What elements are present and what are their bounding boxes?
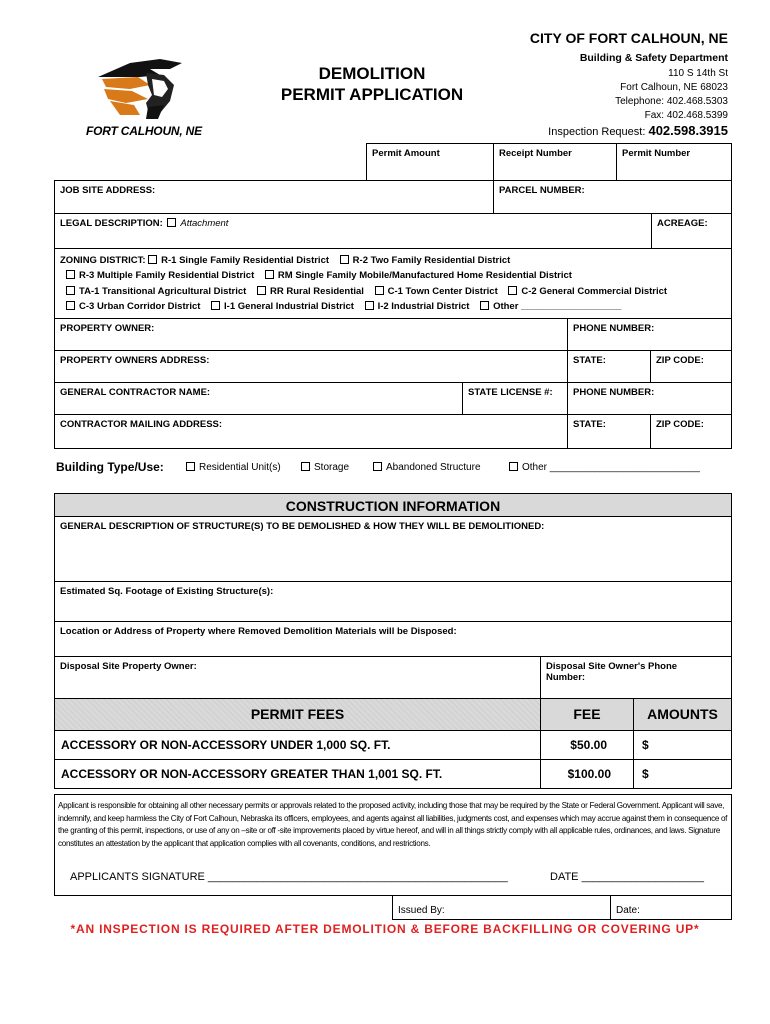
page-title (262, 63, 482, 105)
c1-label: C-1 Town Center District (387, 286, 498, 297)
signature-label: APPLICANTS SIGNATURE _________________________________________________ (70, 871, 508, 883)
zoning-other-label: Other ___________________ (493, 301, 622, 312)
c2-checkbox[interactable] (508, 286, 517, 295)
r2-label: R-2 Two Family Residential District (352, 255, 511, 266)
contractor-state-label: STATE: (573, 419, 606, 430)
residential-checkbox[interactable] (186, 462, 195, 471)
parcel-label: PARCEL NUMBER: (499, 185, 585, 196)
issued-by-label: Issued By: (398, 905, 445, 916)
structure-description-field[interactable] (54, 516, 732, 582)
building-abandoned (373, 462, 481, 473)
legal-label: LEGAL DESCRIPTION: (60, 218, 163, 229)
owner-zip-field[interactable] (650, 350, 732, 383)
fee-row-2-desc (54, 759, 541, 789)
square-footage-label: Estimated Sq. Footage of Existing Structure(s): (60, 586, 274, 597)
parcel-number-field[interactable] (493, 180, 732, 214)
city-name: CITY OF FORT CALHOUN, NE (529, 30, 728, 46)
zoning-row-4 (66, 301, 621, 312)
disposal-phone-label-1: Disposal Site Owner's Phone (546, 661, 678, 672)
inspection-notice: *AN INSPECTION IS REQUIRED AFTER DEMOLITION & BEFORE BACKFILLING OR COVERING UP* (70, 922, 700, 936)
storage-label: Storage (314, 462, 350, 473)
address-line-2: Fort Calhoun, NE 68023 (620, 82, 728, 93)
job-site-label: JOB SITE ADDRESS: (60, 185, 156, 196)
pirate-logo-icon (90, 55, 190, 123)
property-owner-field[interactable] (54, 318, 568, 351)
permit-number-label: Permit Number (622, 148, 691, 159)
building-residential (186, 462, 281, 473)
owner-phone-field[interactable] (567, 318, 732, 351)
zoning-row-1 (60, 255, 518, 266)
square-footage-field[interactable] (54, 581, 732, 622)
department-name: Building & Safety Department (579, 52, 728, 64)
attachment-label: Attachment (180, 218, 229, 229)
receipt-number-label: Receipt Number (499, 148, 572, 159)
fee-row-2-description: ACCESSORY OR NON-ACCESSORY GREATER THAN 1,001 SQ. FT. (61, 767, 443, 781)
inspection-number: 402.598.3915 (648, 123, 728, 138)
fee-row-2-fee (540, 759, 634, 789)
fee-row-2-fee-value: $100.00 (567, 767, 611, 781)
owner-phone-label: PHONE NUMBER: (573, 323, 655, 334)
rm-checkbox[interactable] (265, 270, 274, 279)
fee-row-1-amount-value: $ (642, 738, 649, 752)
building-other (509, 462, 700, 473)
fee-row-1-amount[interactable] (633, 730, 732, 760)
contractor-address-field[interactable] (54, 414, 568, 449)
fee-heading: FEE (573, 706, 601, 722)
building-storage (301, 462, 349, 473)
r1-checkbox[interactable] (148, 255, 157, 264)
inspection-label: Inspection Request: (548, 126, 646, 138)
i1-label: I-1 General Industrial District (224, 301, 354, 312)
r2-checkbox[interactable] (340, 255, 349, 264)
i2-checkbox[interactable] (365, 301, 374, 310)
r3-label: R-3 Multiple Family Residential District (79, 270, 255, 281)
construction-heading (54, 493, 732, 517)
signature-date-line[interactable] (550, 871, 704, 883)
license-label: STATE LICENSE #: (468, 387, 553, 398)
contractor-label: GENERAL CONTRACTOR NAME: (60, 387, 211, 398)
c3-label: C-3 Urban Corridor District (79, 301, 201, 312)
issued-by-field[interactable] (392, 895, 611, 920)
c3-checkbox[interactable] (66, 301, 75, 310)
disposal-owner-label: Disposal Site Property Owner: (60, 661, 197, 672)
owner-state-field[interactable] (567, 350, 651, 383)
zoning-label: ZONING DISTRICT: (60, 255, 146, 266)
residential-label: Residential Unit(s) (199, 462, 281, 473)
contractor-state-field[interactable] (567, 414, 651, 449)
fax: Fax: 402.468.5399 (644, 110, 728, 121)
r1-label: R-1 Single Family Residential District (161, 255, 330, 266)
zoning-other-checkbox[interactable] (480, 301, 489, 310)
contractor-zip-label: ZIP CODE: (656, 419, 704, 430)
disposal-phone-field[interactable] (540, 656, 732, 699)
amounts-heading: AMOUNTS (647, 706, 718, 722)
storage-checkbox[interactable] (301, 462, 310, 471)
structure-description-label: GENERAL DESCRIPTION OF STRUCTURE(S) TO BE DEMOLISHED & HOW THEY WILL BE DEMOLITIONED: (60, 521, 545, 532)
legal-text: Applicant is responsible for obtaining all other necessary permits or approvals related to the proposed activity, including those that may be required by the State or Federal Government. Applicant will save, indemnify, and keep harmless the City of Fort Calhoun, Nebraska its officers, employees, and agents against all liabilities, judgments cost, and expenses which may accrue against them in consequence of the granting of this permit, inspections, or use of any on –site or off -site improvements placed by virtue hereof, and will in all things strictly comply with all applicable rules, ordinances, and laws. Signature constitutes an attestation by the applicant that application complies with all covenants, conditions, and restrictions. (58, 801, 728, 848)
ta1-checkbox[interactable] (66, 286, 75, 295)
job-site-field[interactable] (54, 180, 494, 214)
contractor-address-label: CONTRACTOR MAILING ADDRESS: (60, 419, 223, 430)
i1-checkbox[interactable] (211, 301, 220, 310)
inspection-request (470, 123, 728, 138)
legal-description-field[interactable] (54, 213, 652, 249)
rm-label: RM Single Family Mobile/Manufactured Home Residential District (277, 270, 572, 281)
applicant-signature-line[interactable] (70, 871, 508, 883)
owner-address-label: PROPERTY OWNERS ADDRESS: (60, 355, 210, 366)
building-other-label: Other ___________________________ (522, 462, 700, 473)
owner-state-label: STATE: (573, 355, 606, 366)
fees-heading-cell (54, 698, 541, 731)
zoning-row-2 (66, 270, 580, 281)
signature-date-label: DATE ____________________ (550, 871, 704, 883)
abandoned-checkbox[interactable] (373, 462, 382, 471)
construction-heading-text: CONSTRUCTION INFORMATION (285, 498, 501, 514)
title-line-1: DEMOLITION (318, 64, 426, 83)
contractor-phone-label: PHONE NUMBER: (573, 387, 655, 398)
owner-label: PROPERTY OWNER: (60, 323, 155, 334)
amounts-heading-cell (633, 698, 732, 731)
owner-address-field[interactable] (54, 350, 568, 383)
c1-checkbox[interactable] (375, 286, 384, 295)
ta1-label: TA-1 Transitional Agricultural District (79, 286, 247, 297)
fee-row-1-description: ACCESSORY OR NON-ACCESSORY UNDER 1,000 SQ. FT. (61, 738, 391, 752)
acreage-label: ACREAGE: (657, 218, 708, 229)
permit-amount-box[interactable] (366, 143, 494, 181)
zoning-row-3 (66, 286, 667, 297)
owner-zip-label: ZIP CODE: (656, 355, 704, 366)
fee-row-2-amount[interactable] (633, 759, 732, 789)
receipt-number-box[interactable] (493, 143, 617, 181)
r3-checkbox[interactable] (66, 270, 75, 279)
attachment-checkbox[interactable] (167, 218, 176, 227)
telephone: Telephone: 402.468.5303 (615, 96, 728, 107)
abandoned-label: Abandoned Structure (386, 462, 481, 473)
contractor-phone-field[interactable] (567, 382, 732, 415)
issued-date-label: Date: (616, 905, 640, 916)
c2-label: C-2 General Commercial District (521, 286, 668, 297)
disposal-location-label: Location or Address of Property where Removed Demolition Materials will be Disposed: (60, 626, 457, 637)
state-license-field[interactable] (462, 382, 568, 415)
issued-date-field[interactable] (610, 895, 732, 920)
contractor-zip-field[interactable] (650, 414, 732, 449)
rr-checkbox[interactable] (257, 286, 266, 295)
logo-text: FORT CALHOUN, NE (86, 124, 202, 138)
fee-heading-cell (540, 698, 634, 731)
fee-row-1-desc (54, 730, 541, 760)
permit-amount-label: Permit Amount (372, 148, 440, 159)
fee-row-1-fee-value: $50.00 (570, 738, 607, 752)
disposal-location-field[interactable] (54, 621, 732, 657)
contractor-name-field[interactable] (54, 382, 463, 415)
rr-label: RR Rural Residential (269, 286, 364, 297)
fees-heading: PERMIT FEES (250, 706, 345, 722)
building-type-label: Building Type/Use: (56, 460, 164, 474)
disposal-phone-label-2: Number: (546, 672, 586, 683)
address-line-1: 110 S 14th St (668, 68, 728, 79)
disposal-owner-field[interactable] (54, 656, 541, 699)
fee-row-1-fee (540, 730, 634, 760)
building-other-checkbox[interactable] (509, 462, 518, 471)
title-line-2: PERMIT APPLICATION (280, 85, 464, 104)
acreage-field[interactable] (651, 213, 732, 249)
i2-label: I-2 Industrial District (377, 301, 470, 312)
permit-number-box[interactable] (616, 143, 732, 181)
fee-row-2-amount-value: $ (642, 767, 649, 781)
